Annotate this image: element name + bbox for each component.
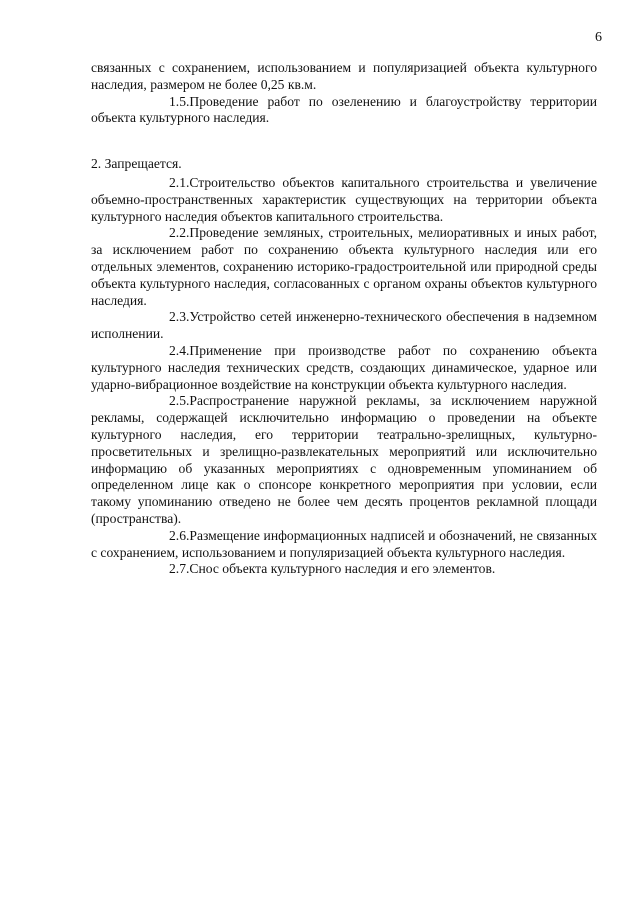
item-text: Распространение наружной рекламы, за исключением наружной рекламы, содержащей исключительно информацию о проведении на объекте культурного наследия, его территории театрально-зрелищных, культурно-просветительных и зрелищно-развлекательных мероприятий или исключительно информацию об указанных мероприятиях с одновременным упоминанием об определенном лице как о спонсоре конкретного мероприятия при условии, если такому упоминанию отведено не более чем десять процентов рекламной площади (пространства).	[91, 393, 597, 526]
item-2-5-paragraph	[91, 393, 597, 527]
page-number: 6	[595, 30, 602, 45]
item-number: 1.5.	[169, 93, 190, 109]
item-text: Строительство объектов капитального строительства и увеличение объемно-пространственных характеристик существующих на территории объекта культурного наследия объектов капитального строительства.	[91, 174, 597, 224]
item-number: 2.1.	[169, 174, 190, 190]
item-text: Размещение информационных надписей и обозначений, не связанных с сохранением, использованием и популяризацией объекта культурного наследия.	[91, 527, 597, 560]
item-number: 2.2.	[169, 225, 190, 241]
item-text: Проведение работ по озеленению и благоустройству территории объекта культурного наследия.	[91, 93, 597, 126]
item-2-1-paragraph	[91, 175, 597, 225]
item-2-7-paragraph	[91, 561, 597, 578]
item-2-3-paragraph	[91, 309, 597, 343]
item-number: 2.6.	[169, 527, 190, 543]
intro-continuation-paragraph: связанных с сохранением, использованием и популяризацией объекта культурного наследия, размером не более 0,25 кв.м.	[91, 60, 597, 92]
item-2-6-paragraph	[91, 528, 597, 562]
item-number: 2.5.	[169, 393, 190, 409]
item-text: Снос объекта культурного наследия и его элементов.	[189, 561, 496, 577]
item-text: Применение при производстве работ по сохранению объекта культурного наследия технических средств, создающих динамическое, ударное или ударно-вибрационное воздействие на конструкции объекта культурного наследия.	[91, 342, 597, 392]
item-text: Устройство сетей инженерно-технического обеспечения в надземном исполнении.	[91, 309, 597, 342]
section-heading: 2. Запрещается.	[91, 156, 182, 172]
item-number: 2.4.	[169, 342, 190, 358]
item-text: Проведение земляных, строительных, мелиоративных и иных работ, за исключением работ по сохранению объекта культурного наследия или его отдельных элементов, сохранению историко-градостроительной или природной среды объекта культурного наследия, согласованных с органом охраны объектов культурного наследия.	[91, 225, 597, 308]
item-2-2-paragraph	[91, 225, 597, 309]
item-1-5-paragraph	[91, 94, 597, 128]
document-body	[91, 60, 597, 578]
item-number: 2.7.	[169, 561, 190, 577]
item-number: 2.3.	[169, 309, 190, 325]
item-2-4-paragraph	[91, 343, 597, 393]
